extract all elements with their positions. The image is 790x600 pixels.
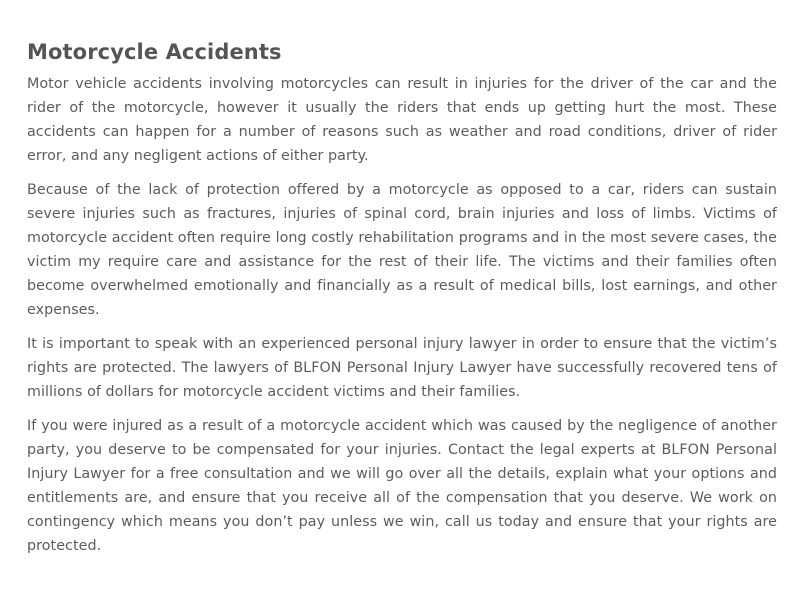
- page-title: Motorcycle Accidents: [27, 40, 282, 64]
- article: [27, 38, 777, 568]
- paragraph-contact: If you were injured as a result of a motorcycle accident which was caused by the negligence of another party, you deserve to be compensated for your injuries. Contact the legal experts at BLFON Personal Injury Lawyer for a free consultation and we will go over all the details, explain what your options and entitlements are, and ensure that you receive all of the compensation that you deserve. We work on contingency which means you don’t pay unless we win, call us today and ensure that your rights are protected.: [27, 418, 777, 554]
- paragraph-lawyer: It is important to speak with an experienced personal injury lawyer in order to ensure that the victim’s rights are protected. The lawyers of BLFON Personal Injury Lawyer have successfully recovered tens of millions of dollars for motorcycle accident victims and their families.: [27, 336, 777, 400]
- paragraph-injuries: Because of the lack of protection offered by a motorcycle as opposed to a car, riders can sustain severe injuries such as fractures, injuries of spinal cord, brain injuries and loss of limbs. Victims of motorcycle accident often require long costly rehabilitation programs and in the most severe cases, the victim my require care and assistance for the rest of their life. The victims and their families often become overwhelmed emotionally and financially as a result of medical bills, lost earnings, and other expenses.: [27, 182, 777, 318]
- paragraph-intro: Motor vehicle accidents involving motorcycles can result in injuries for the driver of the car and the rider of the motorcycle, however it usually the riders that ends up getting hurt the most. These accidents can happen for a number of reasons such as weather and road conditions, driver of rider error, and any negligent actions of either party.: [27, 76, 777, 164]
